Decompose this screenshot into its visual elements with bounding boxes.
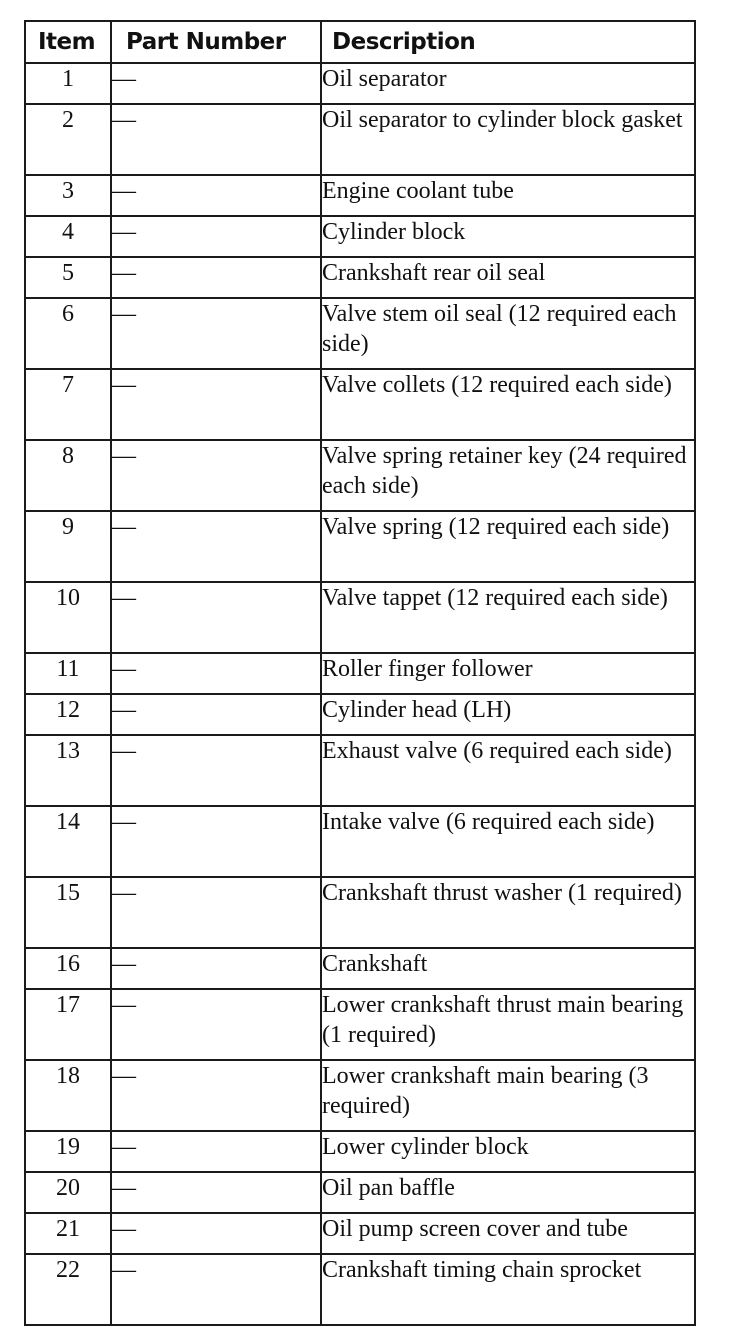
description-cell: Valve tappet (12 required each side) [321,582,695,653]
description-cell: Valve spring (12 required each side) [321,511,695,582]
table-row [25,1254,695,1325]
item-cell: 20 [25,1172,111,1213]
description-cell: Oil separator [321,63,695,104]
item-cell: 14 [25,806,111,877]
part-number-cell: — [111,257,321,298]
description-cell: Engine coolant tube [321,175,695,216]
item-cell: 22 [25,1254,111,1325]
header-item: Item [25,21,111,63]
item-cell: 12 [25,694,111,735]
part-number-cell: — [111,1131,321,1172]
item-cell: 11 [25,653,111,694]
table-row [25,735,695,806]
part-number-cell: — [111,1060,321,1131]
table-row [25,1131,695,1172]
header-row [25,21,695,63]
item-cell: 17 [25,989,111,1060]
item-cell: 7 [25,369,111,440]
description-cell: Exhaust valve (6 required each side) [321,735,695,806]
table-row [25,582,695,653]
parts-table [24,20,696,1326]
table-row [25,694,695,735]
description-cell: Cylinder block [321,216,695,257]
item-cell: 16 [25,948,111,989]
part-number-cell: — [111,989,321,1060]
table-row [25,948,695,989]
table-row [25,653,695,694]
item-cell: 18 [25,1060,111,1131]
table-row [25,1213,695,1254]
part-number-cell: — [111,216,321,257]
table-row [25,806,695,877]
description-cell: Crankshaft timing chain sprocket [321,1254,695,1325]
description-cell: Lower cylinder block [321,1131,695,1172]
item-cell: 1 [25,63,111,104]
description-cell: Oil separator to cylinder block gasket [321,104,695,175]
part-number-cell: — [111,1254,321,1325]
description-cell: Lower crankshaft main bearing (3 required) [321,1060,695,1131]
item-cell: 9 [25,511,111,582]
part-number-cell: — [111,440,321,511]
description-cell: Lower crankshaft thrust main bearing (1 required) [321,989,695,1060]
part-number-cell: — [111,877,321,948]
table-row [25,440,695,511]
item-cell: 21 [25,1213,111,1254]
item-cell: 6 [25,298,111,369]
part-number-cell: — [111,511,321,582]
table-row [25,369,695,440]
item-cell: 5 [25,257,111,298]
part-number-cell: — [111,175,321,216]
table-row [25,511,695,582]
table-row [25,298,695,369]
description-cell: Valve collets (12 required each side) [321,369,695,440]
item-cell: 2 [25,104,111,175]
description-cell: Oil pump screen cover and tube [321,1213,695,1254]
item-cell: 10 [25,582,111,653]
table-row [25,63,695,104]
part-number-cell: — [111,369,321,440]
part-number-cell: — [111,806,321,877]
description-cell: Intake valve (6 required each side) [321,806,695,877]
header-part-number: Part Number [111,21,321,63]
part-number-cell: — [111,1213,321,1254]
table-row [25,175,695,216]
item-cell: 3 [25,175,111,216]
part-number-cell: — [111,653,321,694]
description-cell: Cylinder head (LH) [321,694,695,735]
item-cell: 4 [25,216,111,257]
table-row [25,1172,695,1213]
part-number-cell: — [111,735,321,806]
table-row [25,257,695,298]
part-number-cell: — [111,582,321,653]
part-number-cell: — [111,1172,321,1213]
item-cell: 13 [25,735,111,806]
table-row [25,1060,695,1131]
description-cell: Oil pan baffle [321,1172,695,1213]
item-cell: 8 [25,440,111,511]
table-row [25,104,695,175]
description-cell: Valve stem oil seal (12 required each side) [321,298,695,369]
part-number-cell: — [111,948,321,989]
table-row [25,989,695,1060]
table-row [25,216,695,257]
description-cell: Valve spring retainer key (24 required each side) [321,440,695,511]
part-number-cell: — [111,104,321,175]
description-cell: Crankshaft thrust washer (1 required) [321,877,695,948]
description-cell: Roller finger follower [321,653,695,694]
header-description: Description [321,21,695,63]
part-number-cell: — [111,63,321,104]
item-cell: 15 [25,877,111,948]
description-cell: Crankshaft rear oil seal [321,257,695,298]
part-number-cell: — [111,694,321,735]
table-row [25,877,695,948]
item-cell: 19 [25,1131,111,1172]
description-cell: Crankshaft [321,948,695,989]
part-number-cell: — [111,298,321,369]
